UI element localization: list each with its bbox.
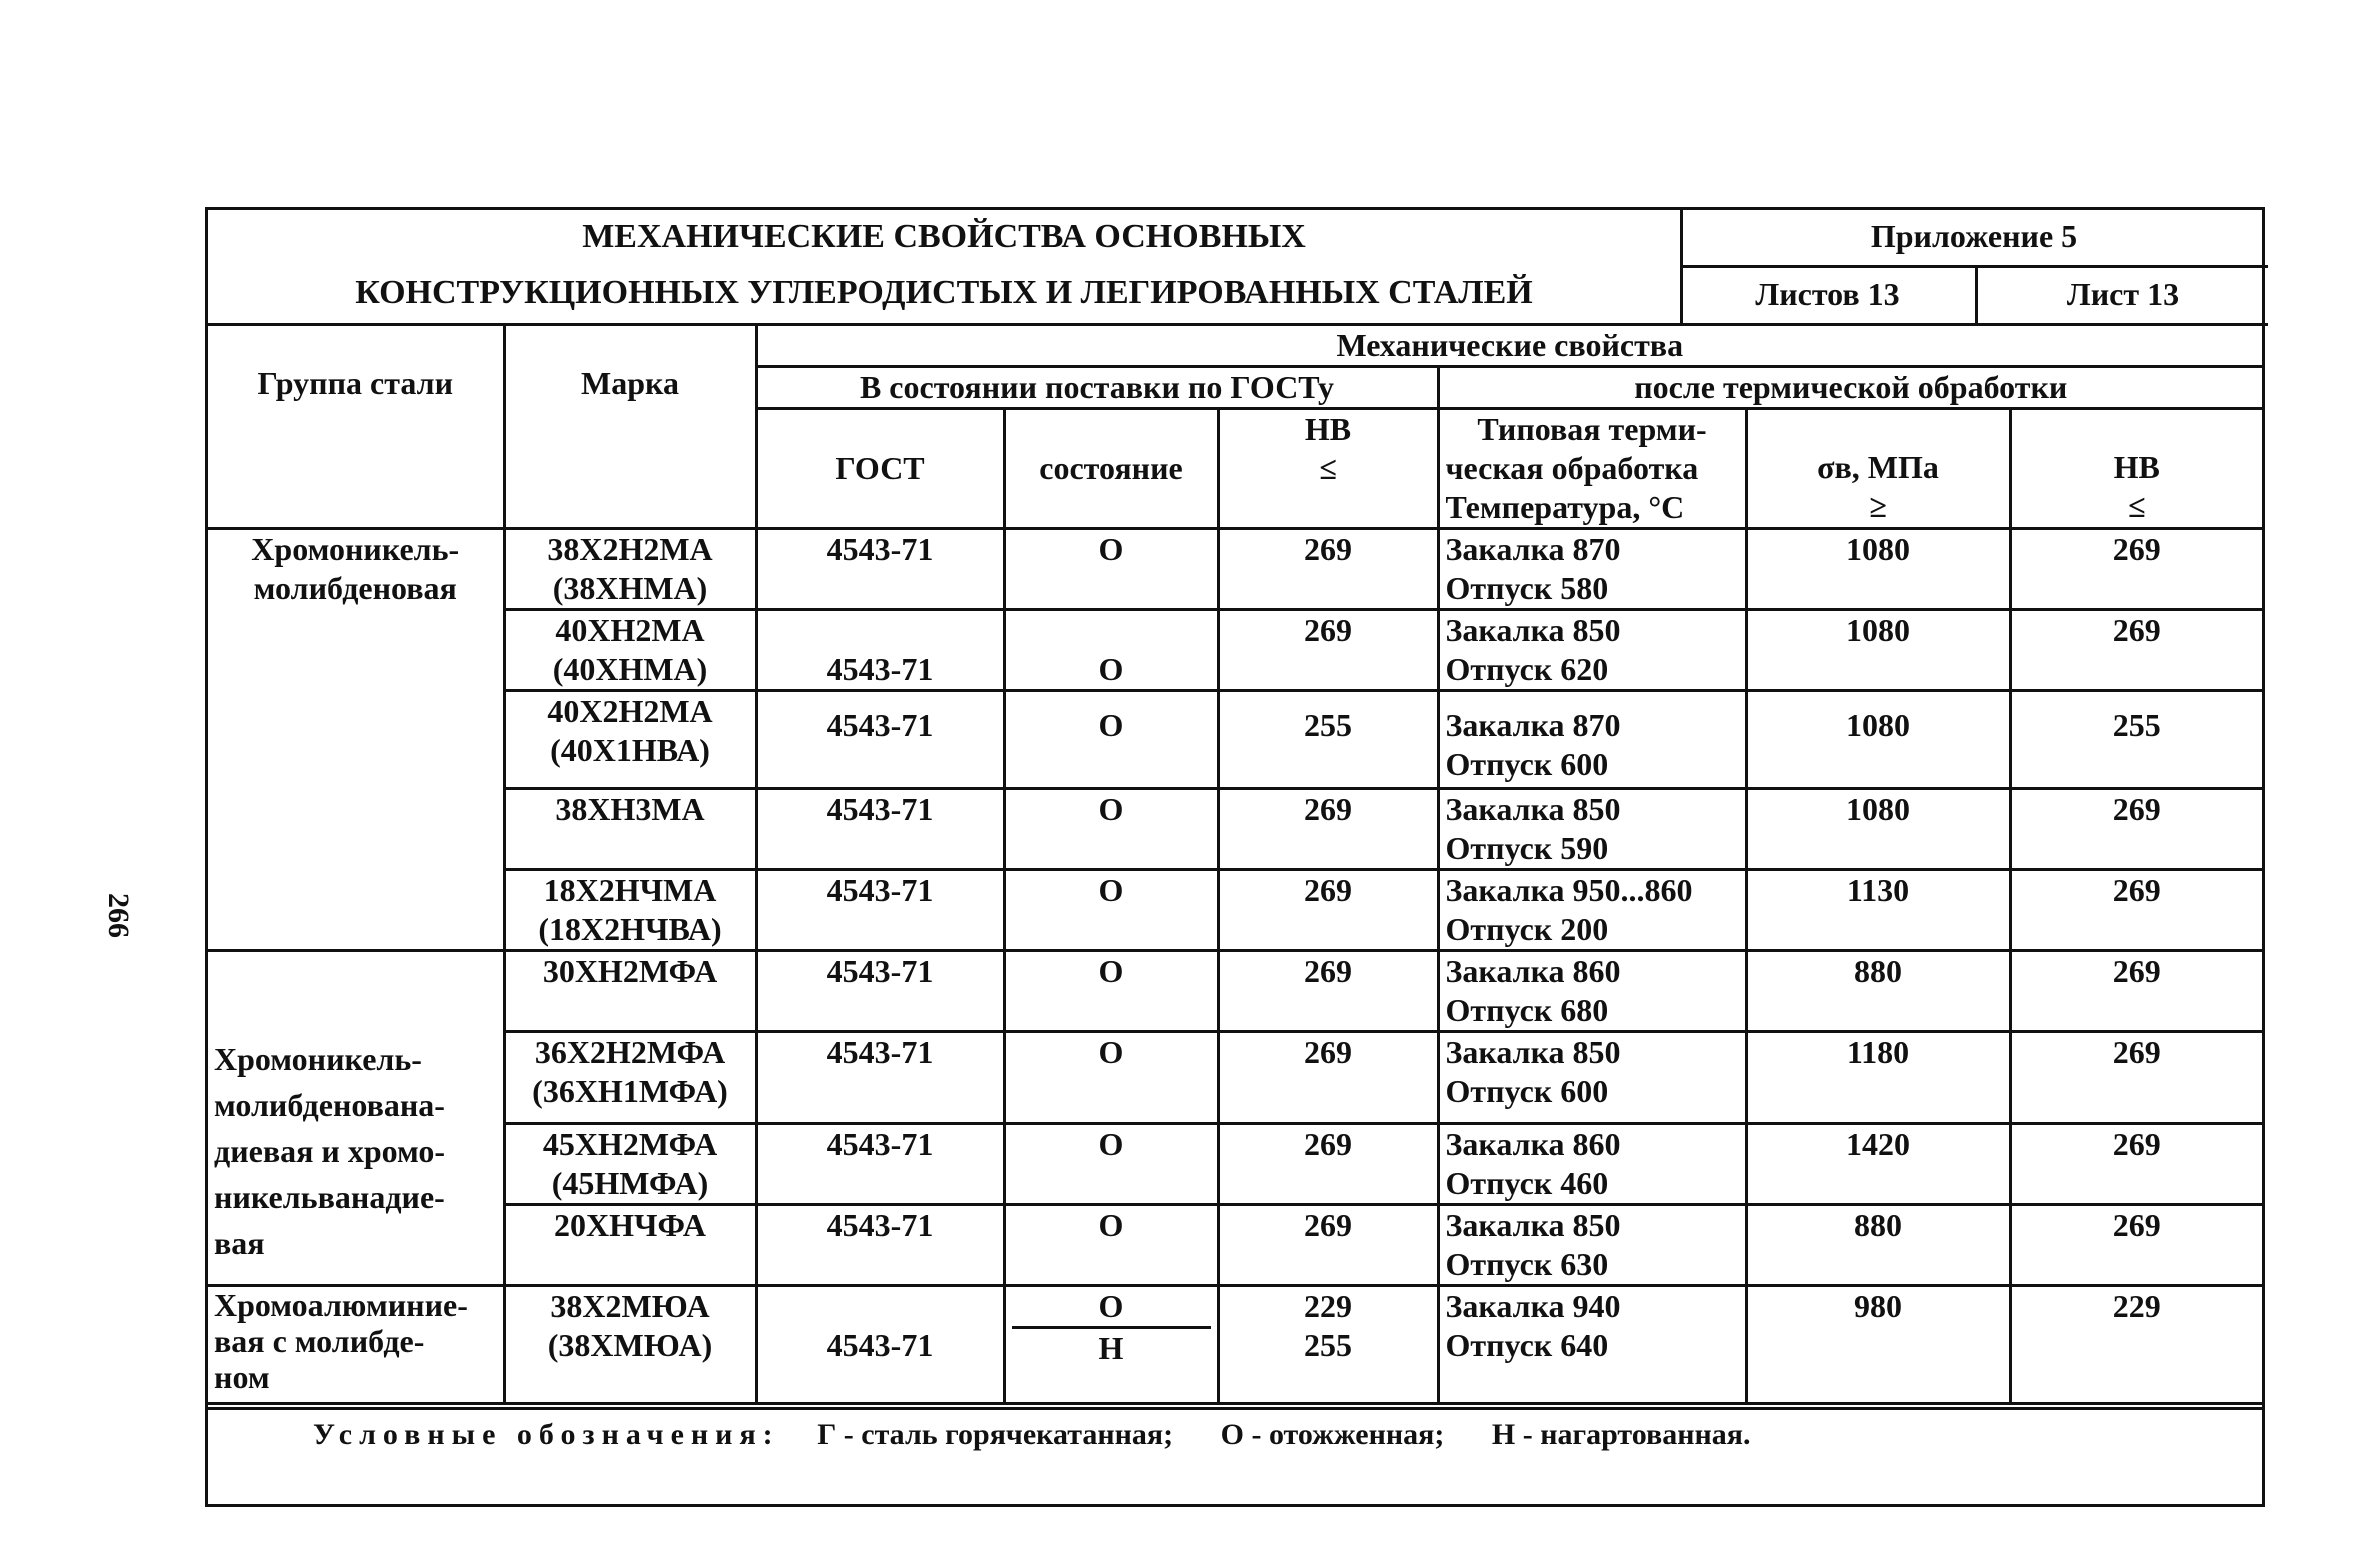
grade-cell: 45ХН2МФА (45НМФА): [504, 1124, 756, 1205]
hb-after-cell: 269: [2010, 789, 2262, 870]
gost-cell: 4543-71: [756, 1124, 1004, 1205]
hb-cell: 269: [1218, 1124, 1438, 1205]
state-cell: О: [1004, 1032, 1218, 1124]
state-cell: О: [1004, 691, 1218, 789]
hb-cell: 269: [1218, 789, 1438, 870]
steel-group-cell: Хромоникель- молибденована- диевая и хромо- никельванадие- вая: [208, 951, 504, 1286]
gost-cell: 4543-71: [756, 1286, 1004, 1404]
tensile-cell: 1180: [1746, 1032, 2010, 1124]
grade-cell: 18Х2НЧМА (18Х2НЧВА): [504, 870, 756, 951]
steel-group-cell: Хромоникель- молибденовая: [208, 529, 504, 951]
treatment-cell: Закалка 950...860 Отпуск 200: [1438, 870, 1746, 951]
hb-after-cell: 255: [2010, 691, 2262, 789]
header-after-heat-treatment: после термической обработки: [1438, 367, 2262, 409]
legend-item-g: Г - сталь горячекатанная;: [817, 1418, 1174, 1451]
header-mechanical-properties: Механические свойства: [756, 326, 2262, 367]
table-row: [208, 610, 2262, 691]
gost-cell: 4543-71: [756, 951, 1004, 1032]
treatment-cell: Закалка 940 Отпуск 640: [1438, 1286, 1746, 1404]
table-row: [208, 951, 2262, 1032]
gost-cell: 4543-71: [756, 691, 1004, 789]
header-steel-group: Группа стали: [208, 326, 504, 529]
header-state: состояние: [1004, 409, 1218, 529]
grade-cell: 20ХНЧФА: [504, 1205, 756, 1286]
gost-cell: 4543-71: [756, 529, 1004, 610]
table-row: [208, 529, 2262, 610]
hb-after-cell: 269: [2010, 1032, 2262, 1124]
treatment-cell: Закалка 850 Отпуск 630: [1438, 1205, 1746, 1286]
state-cell: О: [1004, 789, 1218, 870]
tensile-cell: 880: [1746, 1205, 2010, 1286]
header-hb-heat-treated: НВ ≤: [2010, 409, 2262, 529]
state-cell: О: [1004, 1124, 1218, 1205]
page-number: 266: [102, 893, 135, 938]
appendix-label: Приложение 5: [1680, 210, 2268, 268]
tensile-cell: 1080: [1746, 789, 2010, 870]
legend-item-o: О - отожженная;: [1220, 1418, 1445, 1451]
hb-after-cell: 269: [2010, 529, 2262, 610]
grade-cell: 40Х2Н2МА (40Х1НВА): [504, 691, 756, 789]
title-line-1: МЕХАНИЧЕСКИЕ СВОЙСТВА ОСНОВНЫХ: [582, 218, 1306, 255]
hb-cell: 269: [1218, 1032, 1438, 1124]
header-delivery-state: В состоянии поставки по ГОСТу: [756, 367, 1438, 409]
document-sheet: [205, 207, 2265, 1507]
grade-cell: 38Х2МЮА (38ХМЮА): [504, 1286, 756, 1404]
treatment-cell: Закалка 850 Отпуск 620: [1438, 610, 1746, 691]
header-tensile-strength: σв, МПа ≥: [1746, 409, 2010, 529]
state-cell: О: [1004, 610, 1218, 691]
tensile-cell: 1130: [1746, 870, 2010, 951]
state-cell: О: [1004, 1205, 1218, 1286]
gost-cell: 4543-71: [756, 610, 1004, 691]
properties-table: [208, 326, 2262, 1405]
title-line-2: КОНСТРУКЦИОННЫХ УГЛЕРОДИСТЫХ И ЛЕГИРОВАННЫХ СТАЛЕЙ: [355, 274, 1533, 311]
tensile-cell: 1080: [1746, 610, 2010, 691]
table-row: [208, 1205, 2262, 1286]
hb-cell: 269: [1218, 870, 1438, 951]
state-cell: О Н: [1004, 1286, 1218, 1404]
tensile-cell: 1080: [1746, 529, 2010, 610]
gost-cell: 4543-71: [756, 789, 1004, 870]
state-cell: О: [1004, 529, 1218, 610]
grade-cell: 40ХН2МА (40ХНМА): [504, 610, 756, 691]
table-row: [208, 1286, 2262, 1404]
state-cell: О: [1004, 870, 1218, 951]
state-cell: О: [1004, 951, 1218, 1032]
hb-after-cell: 269: [2010, 1205, 2262, 1286]
grade-cell: 38ХН3МА: [504, 789, 756, 870]
treatment-cell: Закалка 870 Отпуск 580: [1438, 529, 1746, 610]
header-heat-treatment: Типовая терми- ческая обработка Температура, °С: [1438, 409, 1746, 529]
grade-cell: 38Х2Н2МА (38ХНМА): [504, 529, 756, 610]
treatment-cell: Закалка 860 Отпуск 680: [1438, 951, 1746, 1032]
tensile-cell: 1420: [1746, 1124, 2010, 1205]
tensile-cell: 980: [1746, 1286, 2010, 1404]
treatment-cell: Закалка 850 Отпуск 590: [1438, 789, 1746, 870]
gost-cell: 4543-71: [756, 1032, 1004, 1124]
table-row: [208, 789, 2262, 870]
legend-item-n: Н - нагартованная.: [1491, 1418, 1751, 1451]
hb-cell: 269: [1218, 529, 1438, 610]
table-row: [208, 691, 2262, 789]
table-row: [208, 1032, 2262, 1124]
table-row: [208, 1124, 2262, 1205]
treatment-cell: Закалка 870 Отпуск 600: [1438, 691, 1746, 789]
hb-after-cell: 269: [2010, 1124, 2262, 1205]
hb-cell: 229 255: [1218, 1286, 1438, 1404]
gost-cell: 4543-71: [756, 870, 1004, 951]
sheets-total: Листов 13: [1680, 268, 1978, 326]
tensile-cell: 1080: [1746, 691, 2010, 789]
treatment-cell: Закалка 860 Отпуск 460: [1438, 1124, 1746, 1205]
hb-cell: 255: [1218, 691, 1438, 789]
sheet-current: Лист 13: [1978, 268, 2268, 326]
hb-after-cell: 269: [2010, 610, 2262, 691]
hb-cell: 269: [1218, 610, 1438, 691]
treatment-cell: Закалка 850 Отпуск 600: [1438, 1032, 1746, 1124]
legend-label: Условные обозначения:: [313, 1418, 780, 1451]
hb-cell: 269: [1218, 1205, 1438, 1286]
document-title: [208, 210, 1683, 326]
header-hb-delivery: НВ ≤: [1218, 409, 1438, 529]
grade-cell: 36Х2Н2МФА (36ХН1МФА): [504, 1032, 756, 1124]
header-gost: ГОСТ: [756, 409, 1004, 529]
steel-group-cell: Хромоалюминие- вая с молибде- ном: [208, 1286, 504, 1404]
gost-cell: 4543-71: [756, 1205, 1004, 1286]
table-row: [208, 870, 2262, 951]
tensile-cell: 880: [1746, 951, 2010, 1032]
header-grade: Марка: [504, 326, 756, 529]
grade-cell: 30ХН2МФА: [504, 951, 756, 1032]
hb-after-cell: 229: [2010, 1286, 2262, 1404]
hb-after-cell: 269: [2010, 951, 2262, 1032]
hb-cell: 269: [1218, 951, 1438, 1032]
hb-after-cell: 269: [2010, 870, 2262, 951]
legend: [208, 1407, 2262, 1500]
